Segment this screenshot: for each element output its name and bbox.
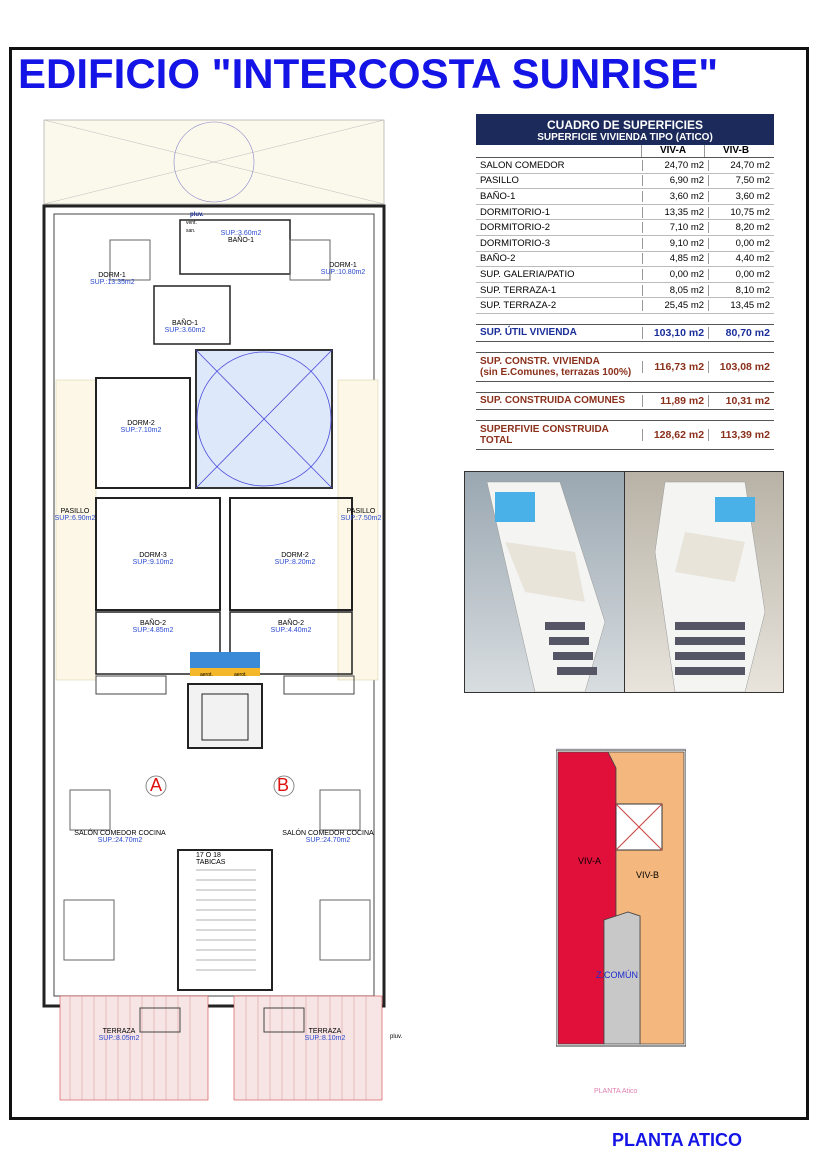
room-label: PASILLO SUP.:7.50m2 <box>340 508 382 522</box>
pluv-label: pluv. <box>390 1034 403 1040</box>
surfaces-table <box>476 114 774 450</box>
table-row: BAÑO-2 4,85 m2 4,40 m2 <box>476 252 774 268</box>
room-label: SALÓN COMEDOR COCINA SUP.:24.70m2 <box>282 830 374 844</box>
table-row: SALON COMEDOR 24,70 m2 24,70 m2 <box>476 158 774 174</box>
constr-row: SUP. CONSTR. VIVIENDA (sin E.Comunes, terrazas 100%) 116,73 m2 103,08 m2 <box>476 352 774 382</box>
util-row: SUP. ÚTIL VIVIENDA 103,10 m2 80,70 m2 <box>476 324 774 342</box>
table-row: PASILLO 6,90 m2 7,50 m2 <box>476 174 774 190</box>
key-plan <box>556 748 686 1048</box>
aerot-label: aerot. <box>200 672 213 678</box>
table-column-headers: VIV-A VIV-B <box>476 145 774 158</box>
room-label: SALÓN COMEDOR COCINA SUP.:24.70m2 <box>74 830 166 844</box>
room-label: DORM-3 SUP.:9.10m2 <box>132 552 174 566</box>
table-row: DORMITORIO-2 7,10 m2 8,20 m2 <box>476 220 774 236</box>
unit-b-marker: B <box>277 775 290 795</box>
room-label: TERRAZA SUP.:8.05m2 <box>98 1028 140 1042</box>
room-label: BAÑO-1 SUP.:3.60m2 <box>164 320 206 334</box>
table-row: SUP. TERRAZA-1 8,05 m2 8,10 m2 <box>476 283 774 299</box>
vent-label: vent. <box>186 220 197 226</box>
key-viv-b-label: VIV-B <box>636 870 660 880</box>
table-row: SUP. GALERIA/PATIO 0,00 m2 0,00 m2 <box>476 267 774 283</box>
room-label: BAÑO-2 SUP.:4.40m2 <box>270 620 312 634</box>
table-row: BAÑO-1 3,60 m2 3,60 m2 <box>476 189 774 205</box>
render-image-2 <box>624 472 784 692</box>
table-header: CUADRO DE SUPERFICIES SUPERFICIE VIVIENDA TIPO (ATICO) <box>476 114 774 145</box>
san-label: san. <box>186 228 196 234</box>
unit-a-marker: A <box>150 775 163 795</box>
stairs-label: 17 O 18 TABICAS <box>196 852 226 866</box>
room-label: DORM-1 SUP.:10.80m2 <box>320 262 366 276</box>
aerot-label: aerot. <box>234 672 247 678</box>
render-image-1 <box>465 472 624 692</box>
table-row: DORMITORIO-3 9,10 m2 0,00 m2 <box>476 236 774 252</box>
room-label: DORM-2 SUP.:7.10m2 <box>120 420 162 434</box>
table-row: DORMITORIO-1 13,35 m2 10,75 m2 <box>476 205 774 221</box>
table-row: SUP. TERRAZA-2 25,45 m2 13,45 m2 <box>476 298 774 314</box>
room-label: PASILLO SUP.:6.90m2 <box>54 508 96 522</box>
room-label: SUP.:3.60m2 BAÑO-1 <box>220 230 262 244</box>
comunes-row: SUP. CONSTRUIDA COMUNES 11,89 m2 10,31 m2 <box>476 392 774 410</box>
key-comun-label: Z.COMÚN <box>596 970 638 980</box>
key-viv-a-label: VIV-A <box>578 856 602 866</box>
room-label: DORM-1 SUP.:13.35m2 <box>90 272 135 286</box>
room-label: BAÑO-2 SUP.:4.85m2 <box>132 620 174 634</box>
room-label: DORM-2 SUP.:8.20m2 <box>274 552 316 566</box>
total-row: SUPERFIVIE CONSTRUIDA TOTAL 128,62 m2 113,39 m2 <box>476 420 774 450</box>
key-caption: PLANTA Atico <box>594 1088 638 1095</box>
plan-footer-title: PLANTA ATICO <box>612 1130 742 1150</box>
room-label: TERRAZA SUP.:8.10m2 <box>304 1028 346 1042</box>
building-renders <box>464 471 784 693</box>
page-title: EDIFICIO "INTERCOSTA SUNRISE" <box>18 50 719 97</box>
pluv-label: pluv. <box>190 212 204 218</box>
